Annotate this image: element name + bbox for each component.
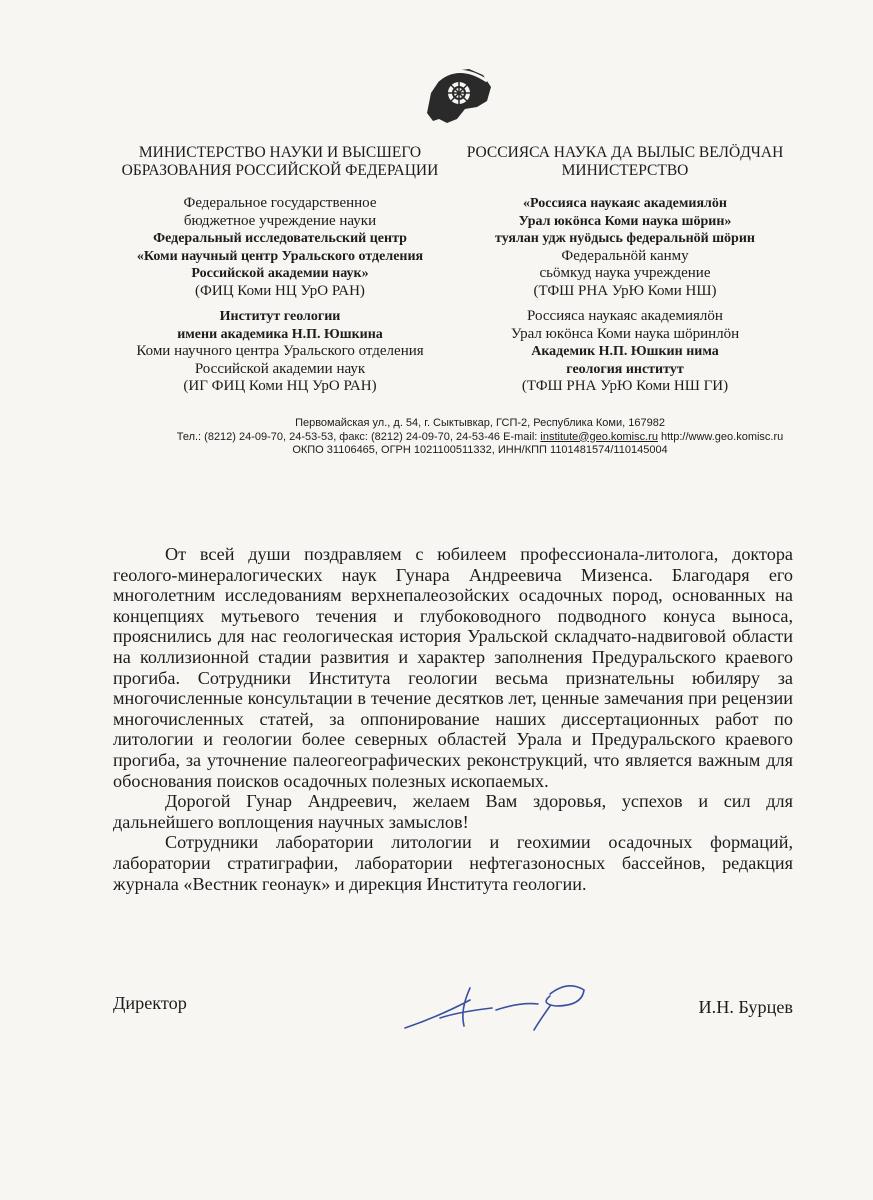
institute-name-komi [450,308,800,396]
center-line: Урал юкöнса Коми наука шöрин» [518,213,732,229]
institute-line: Российской академии наук [194,360,366,377]
email-link[interactable]: institute@geo.komisc.ru [540,430,658,443]
signer-name: И.Н. Бурцев [698,997,793,1017]
institute-abbr: (ИГ ФИЦ Коми НЦ УрО РАН) [183,378,377,394]
center-line: сьöмкуд наука учреждение [539,265,711,281]
center-line: Российской академии наук» [191,266,369,281]
institute-line: Россияса наукаяс академиялöн [527,308,723,324]
paragraph-congratulation: От всей души поздравляем с юбилеем профессионала-литолога, доктора геолого-минералогических наук Гунара Андреевича Мизенса. Благодаря его многолетним исследованиям верхнепалеозойских осадочных пород, основанных на концепциях мутьевого течения и глубоководного подводного конуса выноса, прояснились для нас геологическая история Уральской складчато-надвиговой области на коллизионной стадии развития и характер заполнения Предуральского краевого прогиба. Сотрудники Института геологии весьма признательны юбиляру за многочисленные консультации в течение десятков лет, ценные замечания при рецензии многочисленных статей, за оппонирование наших диссертационных работ по литологии и геологии более северных областей Урала и Предуральского краевого прогиба, за уточнение палеогеографических реконструкций, что является важным для обоснования поисков осадочных полезных ископаемых. [113,544,793,791]
institute-line: имени академика Н.П. Юшкина [177,326,383,342]
letter-body [113,544,793,894]
center-line: «Коми научный центр Уральского отделения [136,248,424,264]
signer-position: Директор [113,993,187,1013]
address-block [110,417,850,458]
letterhead-right [450,144,800,404]
ministry-title-komi: РОССИЯСА НАУКА ДА ВЫЛЫС ВЕЛÖДЧАН МИНИСТЕРСТВО [466,144,784,179]
institute-line: Коми научного центра Уральского отделения [136,343,424,359]
institute-line: геология институт [566,361,684,377]
institute-line: Институт геологии [219,309,341,324]
institute-line: Урал юкöнса Коми наука шöринлöн [510,325,740,342]
paragraph-wishes: Дорогой Гунар Андреевич, желаем Вам здоровья, успехов и сил для дальнейшего воплощения научных замыслов! [113,791,793,832]
postal-address: Первомайская ул., д. 54, г. Сыктывкар, ГСП-2, Республика Коми, 167982 [295,417,665,429]
center-abbr: (ФИЦ Коми НЦ УрО РАН) [195,282,365,299]
institute-name-ru [110,308,450,396]
ministry-title-ru: МИНИСТЕРСТВО НАУКИ И ВЫСШЕГО ОБРАЗОВАНИЯ РОССИЙСКОЙ ФЕДЕРАЦИИ [121,144,439,179]
website-link[interactable]: http://www.geo.komisc.ru [657,430,784,443]
phone-fax: Тел.: (8212) 24-09-70, 24-53-53, факс: (8212) 24-09-70, 24-53-46 E-mail: [176,430,541,443]
center-name-komi [450,195,800,300]
center-line: «Россияса наукаяс академиялöн [523,196,727,211]
institute-line: Академик Н.П. Юшкин нима [531,344,719,359]
center-line: туялан удж нуöдысь федеральнöй шöрин [495,231,755,246]
institute-logo-icon [417,63,497,127]
center-abbr: (ТФШ РНА УрЮ Коми НШ) [533,282,717,299]
center-name-ru [110,195,450,300]
center-line: Федеральный исследовательский центр [153,231,407,246]
paragraph-signatories: Сотрудники лаборатории литологии и геохимии осадочных формаций, лаборатории стратиграфии, лаборатории нефтегазоносных бассейнов, редакция журнала «Вестник геонаук» и дирекция Института геологии. [113,832,793,894]
institute-abbr: (ТФШ РНА УрЮ Коми НШ ГИ) [521,378,729,394]
center-line: бюджетное учреждение науки [183,212,377,229]
center-line: Федеральное государственное [183,195,377,211]
letterhead-left [110,144,450,404]
center-line: Федеральнöй канму [561,247,689,264]
registry-codes: ОКПО 31106465, ОГРН 1021100511332, ИНН/КПП 1101481574/110145004 [292,444,668,456]
contacts-line [110,431,850,445]
handwritten-signature [400,980,600,1040]
